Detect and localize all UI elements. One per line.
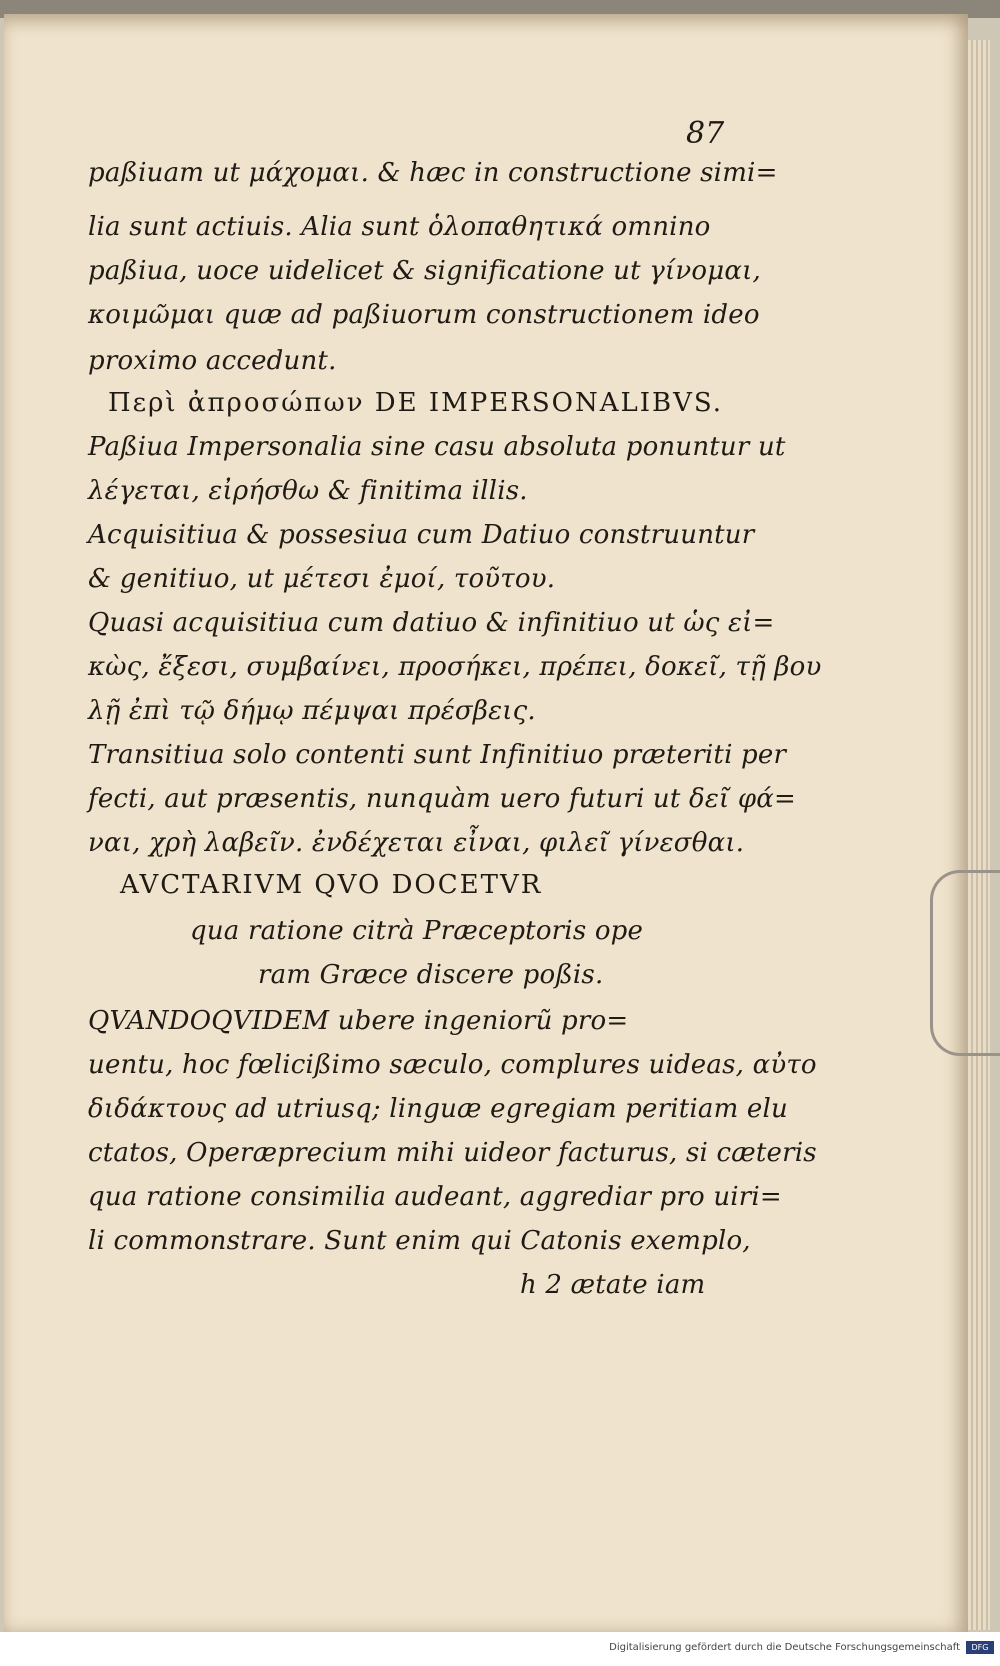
text-line: uentu, hoc fœlicißimo sæculo, complures uideas, αὐτο [88, 1050, 817, 1080]
page-clip [930, 870, 1000, 1056]
page-fore-edge [968, 40, 990, 1630]
text-line: paßiua, uoce uidelicet & significatione ut γίνομαι, [88, 256, 761, 286]
text-line: λῇ ἐπὶ τῷ δήμῳ πέμψαι πρέσβεις. [88, 696, 536, 726]
dfg-logo: DFG [966, 1641, 994, 1654]
heading-subline: ram Græce discere poßis. [258, 960, 604, 990]
digitization-credit: Digitalisierung gefördert durch die Deutsche Forschungsgemeinschaft [609, 1642, 960, 1653]
text-line: Transitiua solo contenti sunt Infinitiuo præteriti per [88, 740, 787, 770]
text-line: proximo accedunt. [88, 346, 337, 376]
text-line: lia sunt actiuis. Alia sunt ὁλοπαθητικά omnino [88, 212, 711, 242]
text-line: διδάκτους ad utriusq; linguæ egregiam peritiam elu [88, 1094, 788, 1124]
text-line: paßiuam ut μάχομαι. & hæc in constructione simi= [88, 158, 778, 188]
text-line: Paßiua Impersonalia sine casu absoluta ponuntur ut [88, 432, 786, 462]
text-line: fecti, aut præsentis, nunquàm uero futuri ut δεῖ φά= [88, 784, 797, 814]
signature-catchword: h 2 ætate iam [520, 1270, 706, 1300]
text-line: Quasi acquisitiua cum datiuo & infinitiuo ut ὡς εἰ= [88, 608, 775, 638]
page-number: 87 [686, 116, 725, 151]
text-line: Acquisitiua & possesiua cum Datiuo construuntur [88, 520, 755, 550]
heading-subline: qua ratione citrà Præceptoris ope [190, 916, 644, 946]
text-line: QVANDOQVIDEM ubere ingeniorũ pro= [88, 1006, 629, 1036]
text-line: li commonstrare. Sunt enim qui Catonis exemplo, [88, 1226, 751, 1256]
text-line: ναι, χρὴ λαβεῖν. ἐνδέχεται εἶναι, φιλεῖ γίνεσθαι. [88, 828, 745, 858]
text-line: qua ratione consimilia audeant, aggrediar pro uiri= [88, 1182, 782, 1212]
text-line: & genitiuo, ut μέτεσι ἐμοί, τοῦτου. [88, 564, 556, 594]
text-line: κοιμῶμαι quæ ad paßiuorum constructionem ideo [88, 300, 760, 330]
section-heading: Περὶ ἀπροσώπων DE IMPERSONALIBVS. [108, 388, 724, 418]
text-line: κὼς, ἔξεσι, συμβαίνει, προσήκει, πρέπει, δοκεῖ, τῇ βου [88, 652, 822, 682]
text-line: λέγεται, εἰρήσθω & finitima illis. [88, 476, 528, 506]
auctarium-heading: AVCTARIVM QVO DOCETVR [120, 870, 543, 900]
text-line: ctatos, Operæprecium mihi uideor facturus, si cæteris [88, 1138, 817, 1168]
